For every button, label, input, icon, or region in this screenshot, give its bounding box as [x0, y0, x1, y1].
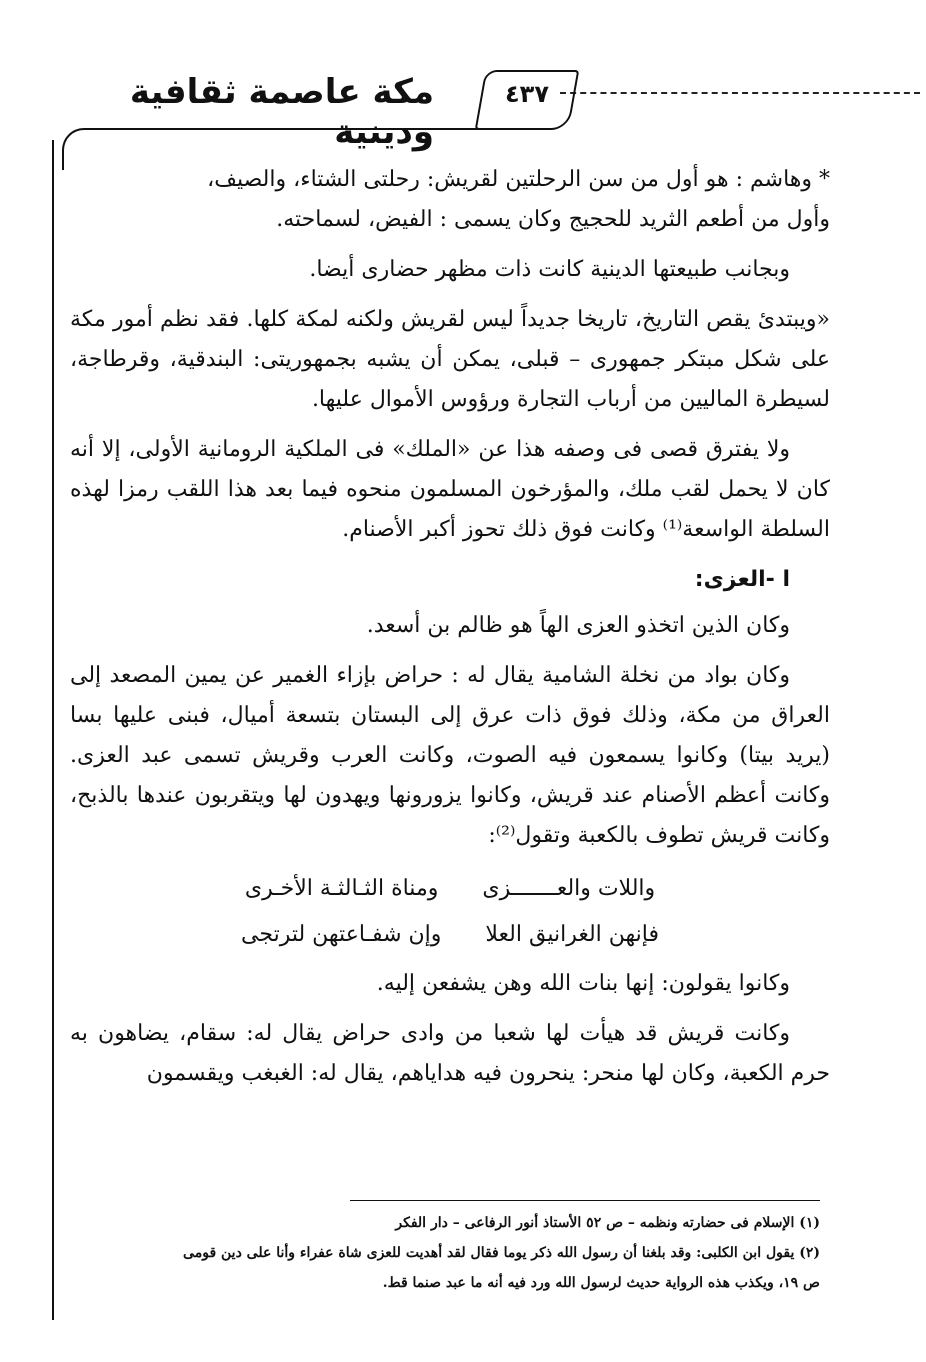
poem-hemistich: فإنهن الغرانيق العلا	[485, 922, 659, 947]
poem-hemistich: ومناة الثـالثـة الأخـرى	[244, 876, 439, 901]
footnote-2-line-1: (٢) يقول ابن الكلبى: وقد بلغنا أن رسول الله ذكر يوما فقال لقد أهديت للعزى شاة عفراء وأنا على دين قومى	[183, 1245, 820, 1261]
footnote-separator	[350, 1200, 820, 1201]
paragraph: وكانوا يقولون: إنها بنات الله وهن يشفعن إليه.	[376, 971, 790, 996]
paragraph: ولا يفترق قصى فى وصفه هذا عن «الملك» فى الملكية الرومانية الأولى، إلا أنه كان لا يحمل لقب ملك، والمؤرخون المسلمون منحوه فيما بعد هذا اللقب رمزا لهذه السلطة الواسعة⁽¹⁾ وكانت فوق ذلك تحوز أكبر الأصنام.	[70, 437, 830, 542]
paragraph: وبجانب طبيعتها الدينية كانت ذات مظهر حضارى أيضا.	[309, 257, 790, 282]
poem	[70, 866, 830, 958]
poem-line	[70, 866, 830, 912]
poem-line	[70, 912, 830, 958]
paragraph: وكانت قريش قد هيأت لها شعبا من وادى حراض يقال له: سقام، يضاهون به حرم الكعبة، وكان لها منحر: ينحرون فيه هداياهم، يقال له: الغبغب ويقسمون	[70, 1021, 830, 1086]
footnote-1: (١) الإسلام فى حضارته ونظمه – ص ٥٢ الأستاذ أنور الرفاعى – دار الفكر	[395, 1215, 820, 1231]
footnote-2-line-2: ص ١٩، ويكذب هذه الرواية حديث لرسول الله ورد فيه أنه ما عبد صنما قط.	[382, 1275, 820, 1291]
poem-hemistich: واللات والعـــــــزى	[482, 876, 656, 901]
paragraph: «ويبتدئ يقص التاريخ، تاريخا جديداً ليس لقريش ولكنه لمكة كلها. فقد نظم أمور مكة على شكل مبتكر جمهورى – قبلى، يمكن أن يشبه بجمهوريتى: البندقية، وقرطاجة، لسيطرة الماليين من أرباب التجارة ورؤوس الأموال عليها.	[70, 307, 830, 412]
header-dashed-rule	[560, 92, 920, 94]
paragraph-line: * وهاشم : هو أول من سن الرحلتين لقريش: رحلتى الشتاء، والصيف،	[207, 167, 830, 192]
page-number: ٤٣٧	[505, 80, 549, 108]
paragraph: وكان الذين اتخذو العزى الهاً هو ظالم بن أسعد.	[366, 613, 790, 638]
running-title: مكة عاصمة ثقافية ودينية	[129, 72, 434, 152]
paragraph-hashem	[70, 160, 830, 240]
page-frame-left	[52, 140, 54, 1320]
poem-hemistich: وإن شفـاعتهن لترتجى	[241, 922, 442, 947]
footnotes	[60, 1208, 820, 1298]
main-text	[70, 160, 830, 1104]
paragraph: وكان بواد من نخلة الشامية يقال له : حراض بإزاء الغمير عن يمين المصعد إلى العراق من مكة، وذلك فوق ذات عرق إلى البستان بتسعة أميال، فبنى عليها بسا (يريد بيتا) وكانوا يسمعون فيه الصوت، وكانت العرب وقريش تسمى عبد العزى. وكانت أعظم الأصنام عند قريش، وكانوا يزورونها ويهدون لها ويتقربون عندها بالذبح، وكانت قريش تطوف بالكعبة وتقول⁽²⁾:	[70, 663, 830, 848]
paragraph-line: وأول من أطعم الثريد للحجيج وكان يسمى : الفيض، لسماحته.	[276, 207, 830, 232]
section-heading: ا -العزى:	[694, 567, 790, 592]
